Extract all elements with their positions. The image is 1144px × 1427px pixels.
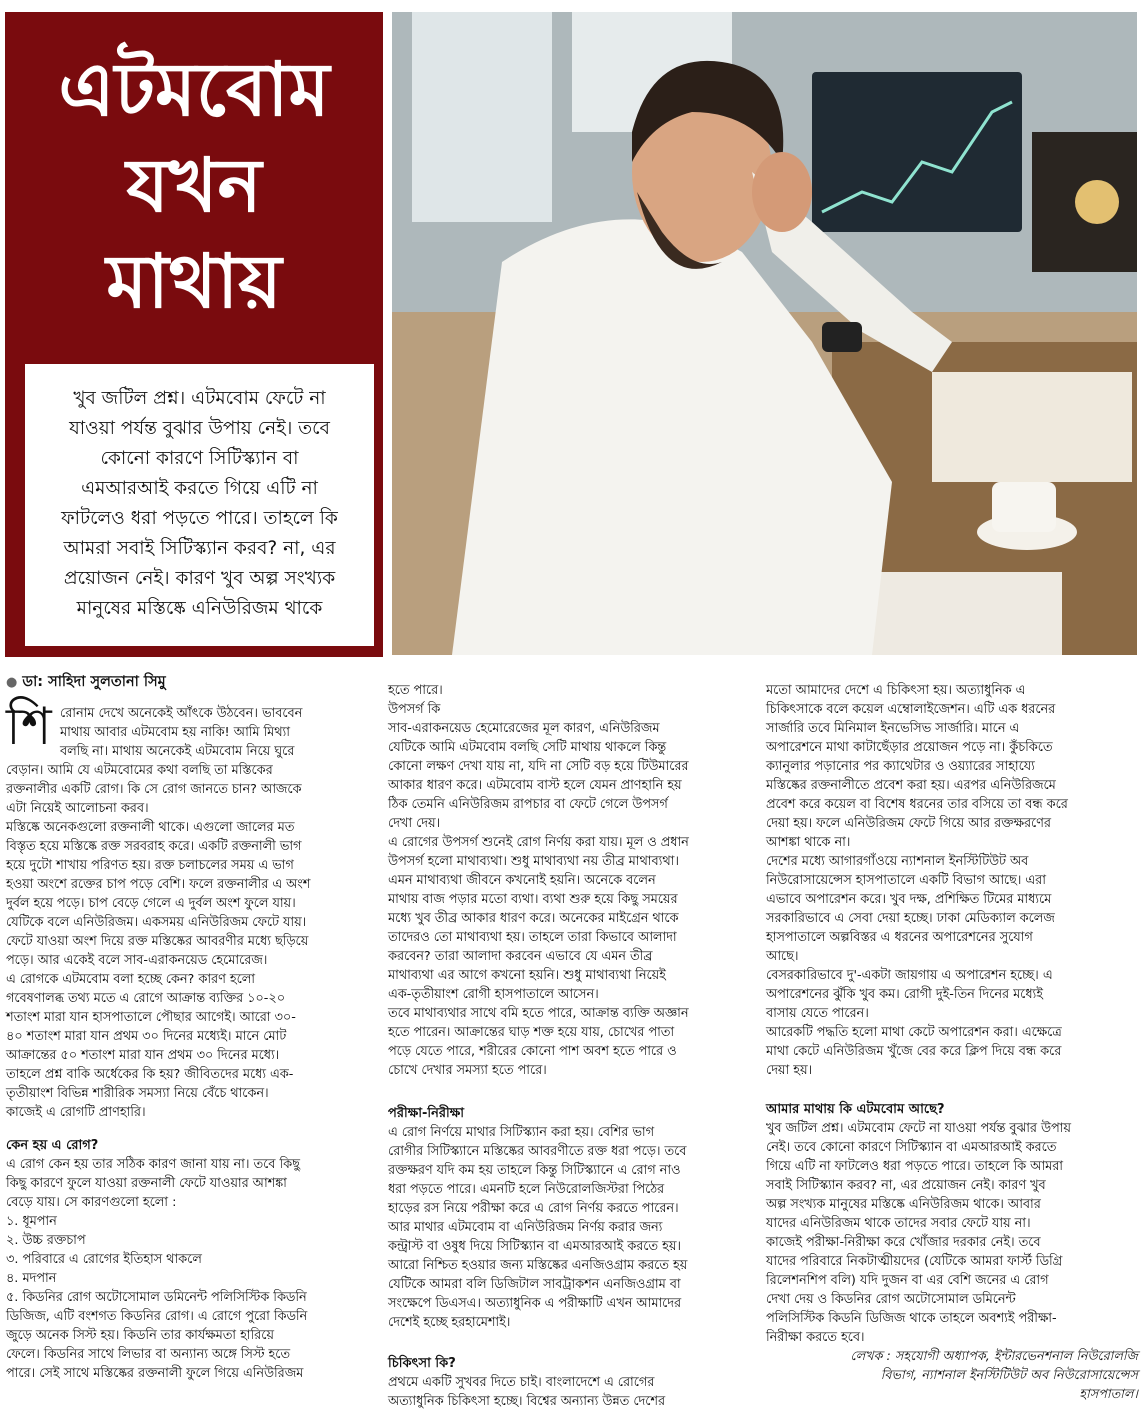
text-line: ফেটে যাওয়া অংশ দিয়ে রক্ত মস্তিষ্কের আবরণীর মধ্যে ছড়িয়ে: [6, 934, 309, 949]
text-line: যেটিকে বলে এনিউরিজম। একসময় এনিউরিজম ফেটে যায়।: [6, 915, 307, 930]
papers-icon: [932, 372, 1132, 482]
byline: [6, 673, 378, 692]
article-column-1: [6, 673, 378, 1383]
headline: [5, 42, 383, 330]
photo-illustration: [392, 12, 1137, 655]
text-line: মধ্যে খুব তীব্র আকার ধারণ করে। অনেকের মাইগ্রেন থাকে: [388, 911, 679, 926]
text-line: উপসর্গ হলো মাথাব্যথা। শুধু মাথাব্যথা নয় তীব্র মাথাব্যথা।: [388, 854, 679, 869]
bullet-icon: ●: [6, 675, 18, 690]
text-line: রক্তক্ষরণ যদি কম হয় তাহলে কিন্তু সিটিস্ক্যানে এ রোগ নাও: [388, 1163, 681, 1178]
intro-paragraph: [6, 697, 378, 761]
text-line: এ রোগ নির্ণয়ে মাথার সিটিস্ক্যান করা হয়। বেশির ভাগ: [388, 1125, 654, 1140]
text-line: ঠিক তেমনি এনিউরিজম রাপচার বা ফেটে গেলে উপসর্গ: [388, 797, 668, 812]
text-line: বলছি না। মাথায় অনেকেই এটমবোম নিয়ে ঘুরে: [60, 744, 295, 759]
text-line: কাজেই এ রোগটি প্রাণহারি।: [6, 1105, 146, 1120]
text-line: মাথায় বাজ পড়ার মতো ব্যথা। ব্যথা শুরু হয়ে কিছু সময়ের: [388, 892, 678, 907]
section-heading: আমার মাথায় কি এটমবোম আছে?: [766, 1102, 945, 1117]
text-line: আরো নিশ্চিত হওয়ার জন্য মস্তিষ্কের এনজিওগ্রাম করতে হয়: [388, 1258, 688, 1273]
credit-line: হাসপাতাল।: [1079, 1387, 1138, 1402]
text-line: রক্তনালীর একটি রোগ। কি সে রোগ জানতে চান? আজকে: [6, 782, 302, 797]
list-item: ৩. পরিবারে এ রোগের ইতিহাস থাকলে: [6, 1252, 202, 1267]
teaser-line: যাওয়া পর্যন্ত বুঝার উপায় নেই। তবে: [69, 418, 330, 439]
text-line: হয়ে দুটো শাখায় পরিণত হয়। রক্ত চলাচলের সময় এ ভাগ: [6, 858, 294, 873]
text-line: এমন মাথাব্যথা জীবনে কখনোই হয়নি। অনেকে বলেন: [388, 873, 656, 888]
text-line: তবে মাথাব্যথার সাথে বমি হতে পারে, আক্রান্ত ব্যক্তি অজ্ঞান: [388, 1006, 689, 1021]
text-line: করবেন? তারা আলাদা করবেন এভাবে যে এমন তীব্র: [388, 949, 653, 964]
text-line: যাদের এনিউরিজম থাকে তাদের সবার ফেটে যায় না।: [766, 1216, 1031, 1231]
text-line: ক্যানুলার পড়ানোর পর ক্যাথেটার ও ওয়্যারের সাহায্যে: [766, 759, 1035, 774]
text-line: এ রোগকে এটমবোম বলা হচ্ছে কেন? কারণ হলো: [6, 972, 256, 987]
text-line: পড়ে যেতে পারে, শরীরের কোনো পাশ অবশ হতে পারে ও: [388, 1044, 677, 1059]
text-line: দেশেই হচ্ছে হরহামেশাই।: [388, 1315, 511, 1330]
text-line: বেসরকারিভাবে দু'-একটা জায়গায় এ অপারেশন হচ্ছে। এ: [766, 968, 1053, 983]
lamp-icon: [1075, 180, 1119, 224]
list-item: ৪. মদপান: [6, 1271, 57, 1286]
stressed-man-photo: [392, 12, 1137, 655]
text-line: মাথায় আবার এটমবোম হয় নাকি! আমি মিথ্যা: [60, 725, 290, 740]
credit-line: বিভাগ, ন্যাশনাল ইনস্টিটিউট অব নিউরোসায়েন্সেস: [880, 1368, 1138, 1383]
text-line: এক-তৃতীয়াংশ রোগী হাসপাতালে আসেন।: [388, 987, 599, 1002]
text-line: অত্যাধুনিক চিকিৎসা হচ্ছে। বিশ্বের অন্যান্য উন্নত দেশের: [388, 1394, 665, 1409]
text-line: আছে।: [766, 949, 799, 964]
teaser-line: আমরা সবাই সিটিস্ক্যান করব? না, এর: [63, 538, 336, 559]
text-line: কন্ট্রাস্ট বা ওষুধ দিয়ে সিটিস্ক্যান বা এমআরআই করতে হয়।: [388, 1239, 681, 1254]
headline-line: মাথায়: [106, 239, 282, 325]
causes-text: [6, 1155, 378, 1383]
dropcap: শি: [6, 697, 52, 757]
text-line: পড়ে। আর একেই বলে সাব-এরাকনয়েড হেমোরেজ।: [6, 953, 268, 968]
text-line: হতে পারে।: [388, 683, 443, 698]
section-heading: চিকিৎসা কি?: [388, 1356, 456, 1371]
text-line: হাসপাতালে অল্পবিস্তর এ ধরনের অপারেশনের সুযোগ: [766, 930, 1033, 945]
text-line: রোনাম দেখে অনেকেই আঁৎকে উঠবেন। ভাববেন: [60, 706, 303, 721]
text-line: তাদেরও তো মাথাব্যথা হয়। তাহলে তারা কিভাবে আলাদা: [388, 930, 677, 945]
list-item: ২. উচ্চ রক্তচাপ: [6, 1233, 86, 1248]
text-line: অপারেশনের ঝুঁকি খুব কম। রোগী দুই-তিন দিনের মধ্যেই: [766, 987, 1043, 1002]
teaser-line: মানুষের মস্তিষ্কে এনিউরিজম থাকে: [76, 598, 323, 619]
section-heading: পরীক্ষা-নিরীক্ষা: [388, 1106, 465, 1121]
watch-icon: [822, 322, 862, 352]
text-line: এ রোগ কেন হয় তার সঠিক কারণ জানা যায় না। তবে কিছু: [6, 1157, 300, 1172]
article-column-3: [766, 681, 1138, 1404]
text-line: সার্জারি তবে মিনিমাল ইনভেসিভ সার্জারি। মানে এ: [766, 721, 1020, 736]
text-line: বেড়ে যায়। সে কারণগুলো হলো :: [6, 1195, 177, 1210]
text-line: প্রথমে একটি সুখবর দিতে চাই। বাংলাদেশে এ রোগের: [388, 1375, 655, 1390]
text-line: দেশের মধ্যে আগারগাঁওয়ে ন্যাশনাল ইনস্টিটিউট অব: [766, 854, 1029, 869]
text-line: নিউরোসায়েন্সেস হাসপাতালে একটি বিভাগ আছে। এরা: [766, 873, 1046, 888]
text-line: সবাই সিটিস্ক্যান করব? না, এর প্রয়োজন নেই। কারণ খুব: [766, 1178, 1046, 1193]
text-line: বেড়ান। আমি যে এটমবোমের কথা বলছি তা মস্তিকের: [6, 763, 273, 778]
text-line: মতো আমাদের দেশে এ চিকিৎসা হয়। অত্যাধুনিক এ: [766, 683, 1026, 698]
text-line: তাহলে প্রশ্ন বাকি অর্ধেকের কি হয়? জীবিতদের মধ্যে এক-: [6, 1067, 294, 1082]
headline-line: যখন: [126, 143, 262, 229]
text-line: মাথা কেটে এনিউরিজম খুঁজে বের করে ক্লিপ দিয়ে বন্ধ করে: [766, 1044, 1062, 1059]
author-credit: [766, 1347, 1138, 1404]
text-line: রোগীর সিটিস্ক্যানে মস্তিষ্কের আবরণীতে রক্ত ধরা পড়ে। তবে: [388, 1144, 687, 1159]
list-item: ১. ধূমপান: [6, 1214, 57, 1229]
text-line: শতাংশ মারা যান হাসপাতালে পৌছার আগেই। আরো ৩০-: [6, 1010, 296, 1025]
headline-line: এটমবোম: [58, 47, 330, 133]
text-line: এ রোগের উপসর্গ শুনেই রোগ নির্ণয় করা যায়। মূল ও প্রধান: [388, 835, 689, 850]
text-line: আকার ধারণ করে। এটমবোম বাস্ট হলে যেমন প্রাণহানি হয়: [388, 778, 682, 793]
teaser-line: প্রয়োজন নেই। কারণ খুব অল্প সংখ্যক: [63, 568, 336, 589]
text-line: নেই। তবে কোনো কারণে সিটিস্ক্যান বা এমআরআই করতে: [766, 1140, 1057, 1155]
text-line: অপারেশনে মাথা কাটাছেঁড়ার প্রয়োজন পড়ে না। কুঁচকিতে: [766, 740, 1053, 755]
teaser-line: খুব জটিল প্রশ্ন। এটমবোম ফেটে না: [73, 388, 326, 409]
text-line: আক্রান্তের ৫০ শতাংশ মারা যান প্রথম ৩০ দিনের মধ্যে।: [6, 1048, 280, 1063]
text-line: সরকারিভাবে এ সেবা দেয়া হচ্ছে। ঢাকা মেডিক্যাল কলেজ: [766, 911, 1055, 926]
text-line: পলিসিস্টিক কিডনি ডিজিজ থাকে তাহলে অবশ্যই পরীক্ষা-: [766, 1311, 1057, 1326]
text-line: সাব-এরাকনয়েড হেমোরেজের মূল কারণ, এনিউরিজম: [388, 721, 660, 736]
text-line: দেখা দেয়।: [388, 816, 441, 831]
text-line: ডিজিজ, এটি বংশগত কিডনির রোগ। এ রোগে পুরো কিডনি: [6, 1309, 308, 1324]
text-line: চোখে দেখার সমস্যা হতে পারে।: [388, 1063, 547, 1078]
text-line: পারে। সেই সাথে মস্তিষ্কের রক্তনালী ফুলে গিয়ে এনিউরিজম: [6, 1366, 304, 1381]
text-line: গিয়ে এটি না ফাটলেও ধরা পড়তে পারে। তাহলে কি আমরা: [766, 1159, 1063, 1174]
text-line: প্রবেশ করে কয়েল বা বিশেষ ধরনের তার বসিয়ে তা বন্ধ করে: [766, 797, 1068, 812]
list-item: ৫. কিডনির রোগ অটোসোমাল ডমিনেন্ট পলিসিস্টিক কিডনি: [6, 1290, 307, 1305]
text-line: এভাবে অপারেশন করে। খুব দক্ষ, প্রশিক্ষিত টিমের মাধ্যমে: [766, 892, 1052, 907]
coffee-cup-icon: [992, 482, 1056, 532]
text-line: তৃতীয়াংশ বিভিন্ন শারীরিক সমস্যা নিয়ে বেঁচে থাকেন।: [6, 1086, 269, 1101]
teaser-line: এমআরআই করতে গিয়ে এটি না: [81, 478, 318, 499]
text-line: দুর্বল হয়ে পড়ে। চাপ বেড়ে গেলে এ দুর্বল অংশ ফুলে যায়।: [6, 896, 296, 911]
text-line: মস্তিষ্কে অনেকগুলো রক্তনালী থাকে। এগুলো জালের মত: [6, 820, 295, 835]
text-line: মস্তিষ্কের রক্তনালীতে প্রবেশ করা হয়। এরপর এনিউরিজমে: [766, 778, 1056, 793]
text-line: আরেকটি পদ্ধতি হলো মাথা কেটে অপারেশন করা। এক্ষেত্রে: [766, 1025, 1062, 1040]
text-line: দেয়া হয়।: [766, 1063, 813, 1078]
text-line: খুব জটিল প্রশ্ন। এটমবোম ফেটে না যাওয়া পর্যন্ত বুঝার উপায়: [766, 1121, 1071, 1136]
text-line: জুড়ে অনেক সিস্ট হয়। কিডনি তার কার্যক্ষমতা হারিয়ে: [6, 1328, 274, 1343]
text-line: কোনো লক্ষণ দেখা যায় না, যদি না সেটি বড় হয়ে টিউমারের: [388, 759, 689, 774]
text-line: কাজেই পরীক্ষা-নিরীক্ষা করে খোঁজার দরকার নেই। তবে: [766, 1235, 1041, 1250]
text-line: দেখা দেয় ও কিডনির রোগ অটোসোমাল ডমিনেন্ট: [766, 1292, 1016, 1307]
text-line: ৪০ শতাংশ মারা যান প্রথম ৩০ দিনের মধ্যেই। মানে মোট: [6, 1029, 287, 1044]
text-line: যেটিকে আমরা বলি ডিজিটাল সাবট্রাকশন এনজিওগ্রাম বা: [388, 1277, 681, 1292]
text-line: অল্প সংখ্যক মানুষের মস্তিষ্কে এনিউরিজম থাকে। আবার: [766, 1197, 1041, 1212]
text-line: হতে পারেন। আক্রান্তের ঘাড় শক্ত হয়ে যায়, চোখের পাতা: [388, 1025, 675, 1040]
text-line: এটা নিয়েই আলোচনা করব।: [6, 801, 149, 816]
monitor-icon: [812, 72, 1022, 232]
text-line: চিকিৎসাকে বলে কয়েল এম্বোলাইজেশন। এটি এক ধরনের: [766, 702, 1056, 717]
teaser-line: ফাটলেও ধরা পড়তে পারে। তাহলে কি: [61, 508, 338, 529]
teaser-box: [25, 364, 374, 646]
text-line: হাড়ের রস নিয়ে পরীক্ষা করে এ রোগ নির্ণয় করতে পারেন।: [388, 1201, 679, 1216]
author-name: ডা: সাহিদা সুলতানা সিমু: [22, 674, 166, 690]
text-line: ধরা পড়তে পারে। এমনটি হলে নিউরোলজিস্টরা পিঠের: [388, 1182, 665, 1197]
text-line: নিরীক্ষা করতে হবে।: [766, 1330, 865, 1345]
text-line: ফেলে। কিডনির সাথে লিভার বা অন্যান্য অঙ্গে সিস্ট হতে: [6, 1347, 291, 1362]
text-line: যেটিকে আমি এটমবোম বলছি সেটি মাথায় থাকলে কিন্তু: [388, 740, 667, 755]
article-column-2: [388, 681, 756, 1411]
text-line: বিস্তৃত হয়ে মস্তিষ্কে রক্ত সরবরাহ করে। একটি রক্তনালী ভাগ: [6, 839, 302, 854]
text-line: কিছু কারণে ফুলে যাওয়া রক্তনালী ফেটে যাওয়ার আশঙ্কা: [6, 1176, 287, 1191]
text-line: বাসায় যেতে পারেন।: [766, 1006, 869, 1021]
text-line: গবেষণালব্ধ তথ্য মতে এ রোগে আক্রান্ত ব্যক্তির ১০-২০: [6, 991, 286, 1006]
body-text: [6, 761, 378, 1122]
text-line: সংক্ষেপে ডিএসএ। অত্যাধুনিক এ পরীক্ষাটি এখন আমাদের: [388, 1296, 682, 1311]
text-line: রিলেশনশিপ বলি) যদি দুজন বা এর বেশি জনের এ রোগ: [766, 1273, 1049, 1288]
text-line: আর মাথার এটমবোম বা এনিউরিজম নির্ণয় করার জন্য: [388, 1220, 663, 1235]
section-heading: কেন হয় এ রোগ?: [6, 1138, 99, 1153]
text-line: উপসর্গ কি: [388, 702, 441, 717]
text-line: দেয়া হয়। ফলে এনিউরিজম ফেটে গিয়ে আর রক্তক্ষরণের: [766, 816, 1051, 831]
credit-line: লেখক : সহযোগী অধ্যাপক, ইন্টারভেনশনাল নিউরোলজি: [850, 1349, 1138, 1364]
title-panel: [5, 12, 383, 657]
article-header: [0, 0, 1144, 660]
teaser-line: কোনো কারণে সিটিস্ক্যান বা: [100, 448, 299, 469]
text-line: যাদের পরিবারে নিকটাত্মীয়দের (যেটিকে আমরা ফার্স্ট ডিগ্রি: [766, 1254, 1063, 1269]
text-line: হওয়া অংশে রক্তের চাপ পড়ে বেশি। ফলে রক্তনালীর এ অংশ: [6, 877, 311, 892]
text-line: আশঙ্কা থাকে না।: [766, 835, 851, 850]
text-line: মাথাব্যথা এর আগে কখনো হয়নি। শুধু মাথাব্যথা নিয়েই: [388, 968, 666, 983]
